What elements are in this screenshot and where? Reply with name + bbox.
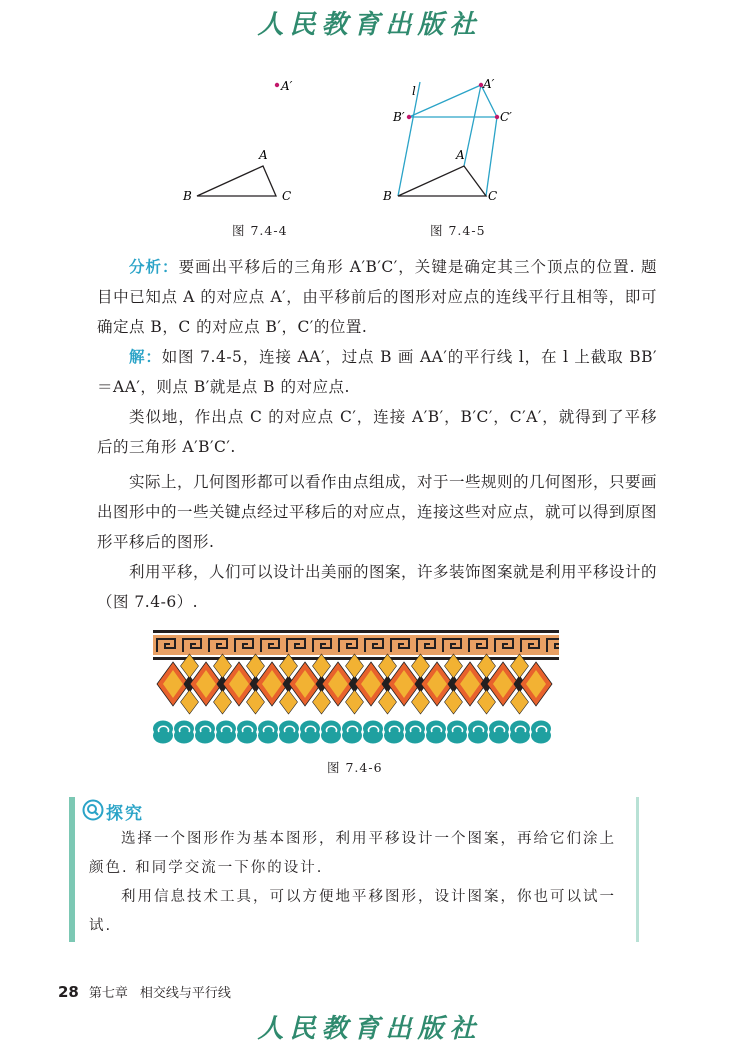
explore-box xyxy=(69,797,639,942)
diamond-small xyxy=(445,690,463,714)
diamond-small xyxy=(346,690,364,714)
solution-paragraph xyxy=(97,342,657,402)
wave-motif xyxy=(489,721,509,744)
diamond-small xyxy=(379,690,397,714)
figure-7-4-6-patterns xyxy=(153,630,559,746)
triangle-abc xyxy=(197,166,276,196)
solution-label: 解： xyxy=(129,347,162,366)
label-b-prime: B′ xyxy=(393,110,405,124)
explore-title: 探究 xyxy=(106,804,144,824)
segment-aa-prime xyxy=(464,85,481,166)
wave-motif xyxy=(510,721,530,744)
segment-cc-prime xyxy=(486,117,497,196)
analysis-text: 要画出平移后的三角形 A′B′C′，关键是确定其三个顶点的位置. 题目中已知点 A 的对应点 A′，由平移前后的图形对应点的连线平行且相等，即可确定点 B，C 的对应点 B′，C′的位置. xyxy=(97,258,657,336)
caption-fig-7-4-4: 图 7.4-4 xyxy=(232,223,288,238)
line-l xyxy=(398,82,420,196)
body-text xyxy=(97,467,657,617)
point-b-prime xyxy=(407,115,411,119)
diamond-small xyxy=(214,690,232,714)
wave-motif xyxy=(447,721,467,744)
figure-7-4-5 xyxy=(375,70,525,210)
label-b: B xyxy=(383,189,392,203)
wave-motif xyxy=(237,721,257,744)
caption-fig-7-4-5: 图 7.4-5 xyxy=(430,223,486,238)
wave-motif xyxy=(300,721,320,744)
point-a-prime xyxy=(275,83,279,87)
chapter-label: 第七章 xyxy=(88,986,128,1001)
label-l: l xyxy=(412,84,416,98)
page-footer xyxy=(58,982,231,1001)
diamond-small xyxy=(511,690,529,714)
analysis-label: 分析： xyxy=(129,257,179,276)
wave-band xyxy=(153,721,551,744)
wave-motif xyxy=(153,721,173,744)
body-paragraph-2: 利用平移，人们可以设计出美丽的图案，许多装饰图案就是利用平移设计的（图 7.4-6）. xyxy=(97,563,658,611)
publisher-logo: 人民教育出版社 xyxy=(257,10,482,40)
label-a: A xyxy=(259,148,268,162)
label-c: C xyxy=(282,189,292,203)
diamond-small xyxy=(247,690,265,714)
wave-motif xyxy=(426,721,446,744)
wave-motif xyxy=(174,721,194,744)
label-a-prime: A′ xyxy=(483,77,495,91)
label-c: C xyxy=(488,189,498,203)
explore-bar-right xyxy=(636,797,639,942)
figure-7-4-4 xyxy=(170,70,310,210)
wave-motif xyxy=(321,721,341,744)
explore-bar-left xyxy=(69,797,75,942)
analysis-paragraph xyxy=(97,252,657,342)
page-number: 28 xyxy=(58,983,79,1001)
diamond-small xyxy=(181,690,199,714)
explore-paragraph-1: 选择一个图形作为基本图形，利用平移设计一个图案，再给它们涂上颜色. 和同学交流一下你的设计. xyxy=(89,831,616,876)
diamond-small xyxy=(313,690,331,714)
wave-motif xyxy=(468,721,488,744)
body-paragraph-1: 实际上，几何图形都可以看作由点组成，对于一些规则的几何图形，只要画出图形中的一些关键点经过平移后的对应点，连接这些对应点，就可以得到原图形平移后的图形. xyxy=(97,473,658,551)
triangle-abc xyxy=(398,166,486,196)
example-analysis-solution xyxy=(97,252,657,462)
wave-motif xyxy=(195,721,215,744)
caption-fig-7-4-6: 图 7.4-6 xyxy=(327,760,383,775)
point-c-prime xyxy=(495,115,499,119)
wave-motif xyxy=(531,721,551,744)
diamond-band xyxy=(157,654,552,714)
diamond-small xyxy=(280,690,298,714)
wave-motif xyxy=(279,721,299,744)
explore-paragraph-2: 利用信息技术工具，可以方便地平移图形，设计图案，你也可以试一试. xyxy=(89,889,616,934)
wave-motif xyxy=(258,721,278,744)
wave-motif xyxy=(405,721,425,744)
solution-text-1: 如图 7.4-5，连接 AA′，过点 B 画 AA′的平行线 l，在 l 上截取 BB′＝AA′，则点 B′就是点 B 的对应点. xyxy=(97,348,657,396)
explore-text xyxy=(89,825,629,941)
wave-motif xyxy=(384,721,404,744)
wave-motif xyxy=(216,721,236,744)
diamond-small xyxy=(478,690,496,714)
diamond-small xyxy=(412,690,430,714)
wave-motif xyxy=(342,721,362,744)
label-c-prime: C′ xyxy=(500,110,512,124)
wave-motif xyxy=(363,721,383,744)
magnifier-icon xyxy=(82,799,104,821)
chapter-title: 相交线与平行线 xyxy=(139,986,231,1001)
solution-paragraph-2: 类似地，作出点 C 的对应点 C′，连接 A′B′，B′C′，C′A′，就得到了平移后的三角形 A′B′C′. xyxy=(97,408,657,456)
label-a-prime: A′ xyxy=(281,79,293,93)
publisher-logo-bottom: 人民教育出版社 xyxy=(257,1014,482,1044)
label-a: A xyxy=(456,148,465,162)
label-b: B xyxy=(183,189,192,203)
